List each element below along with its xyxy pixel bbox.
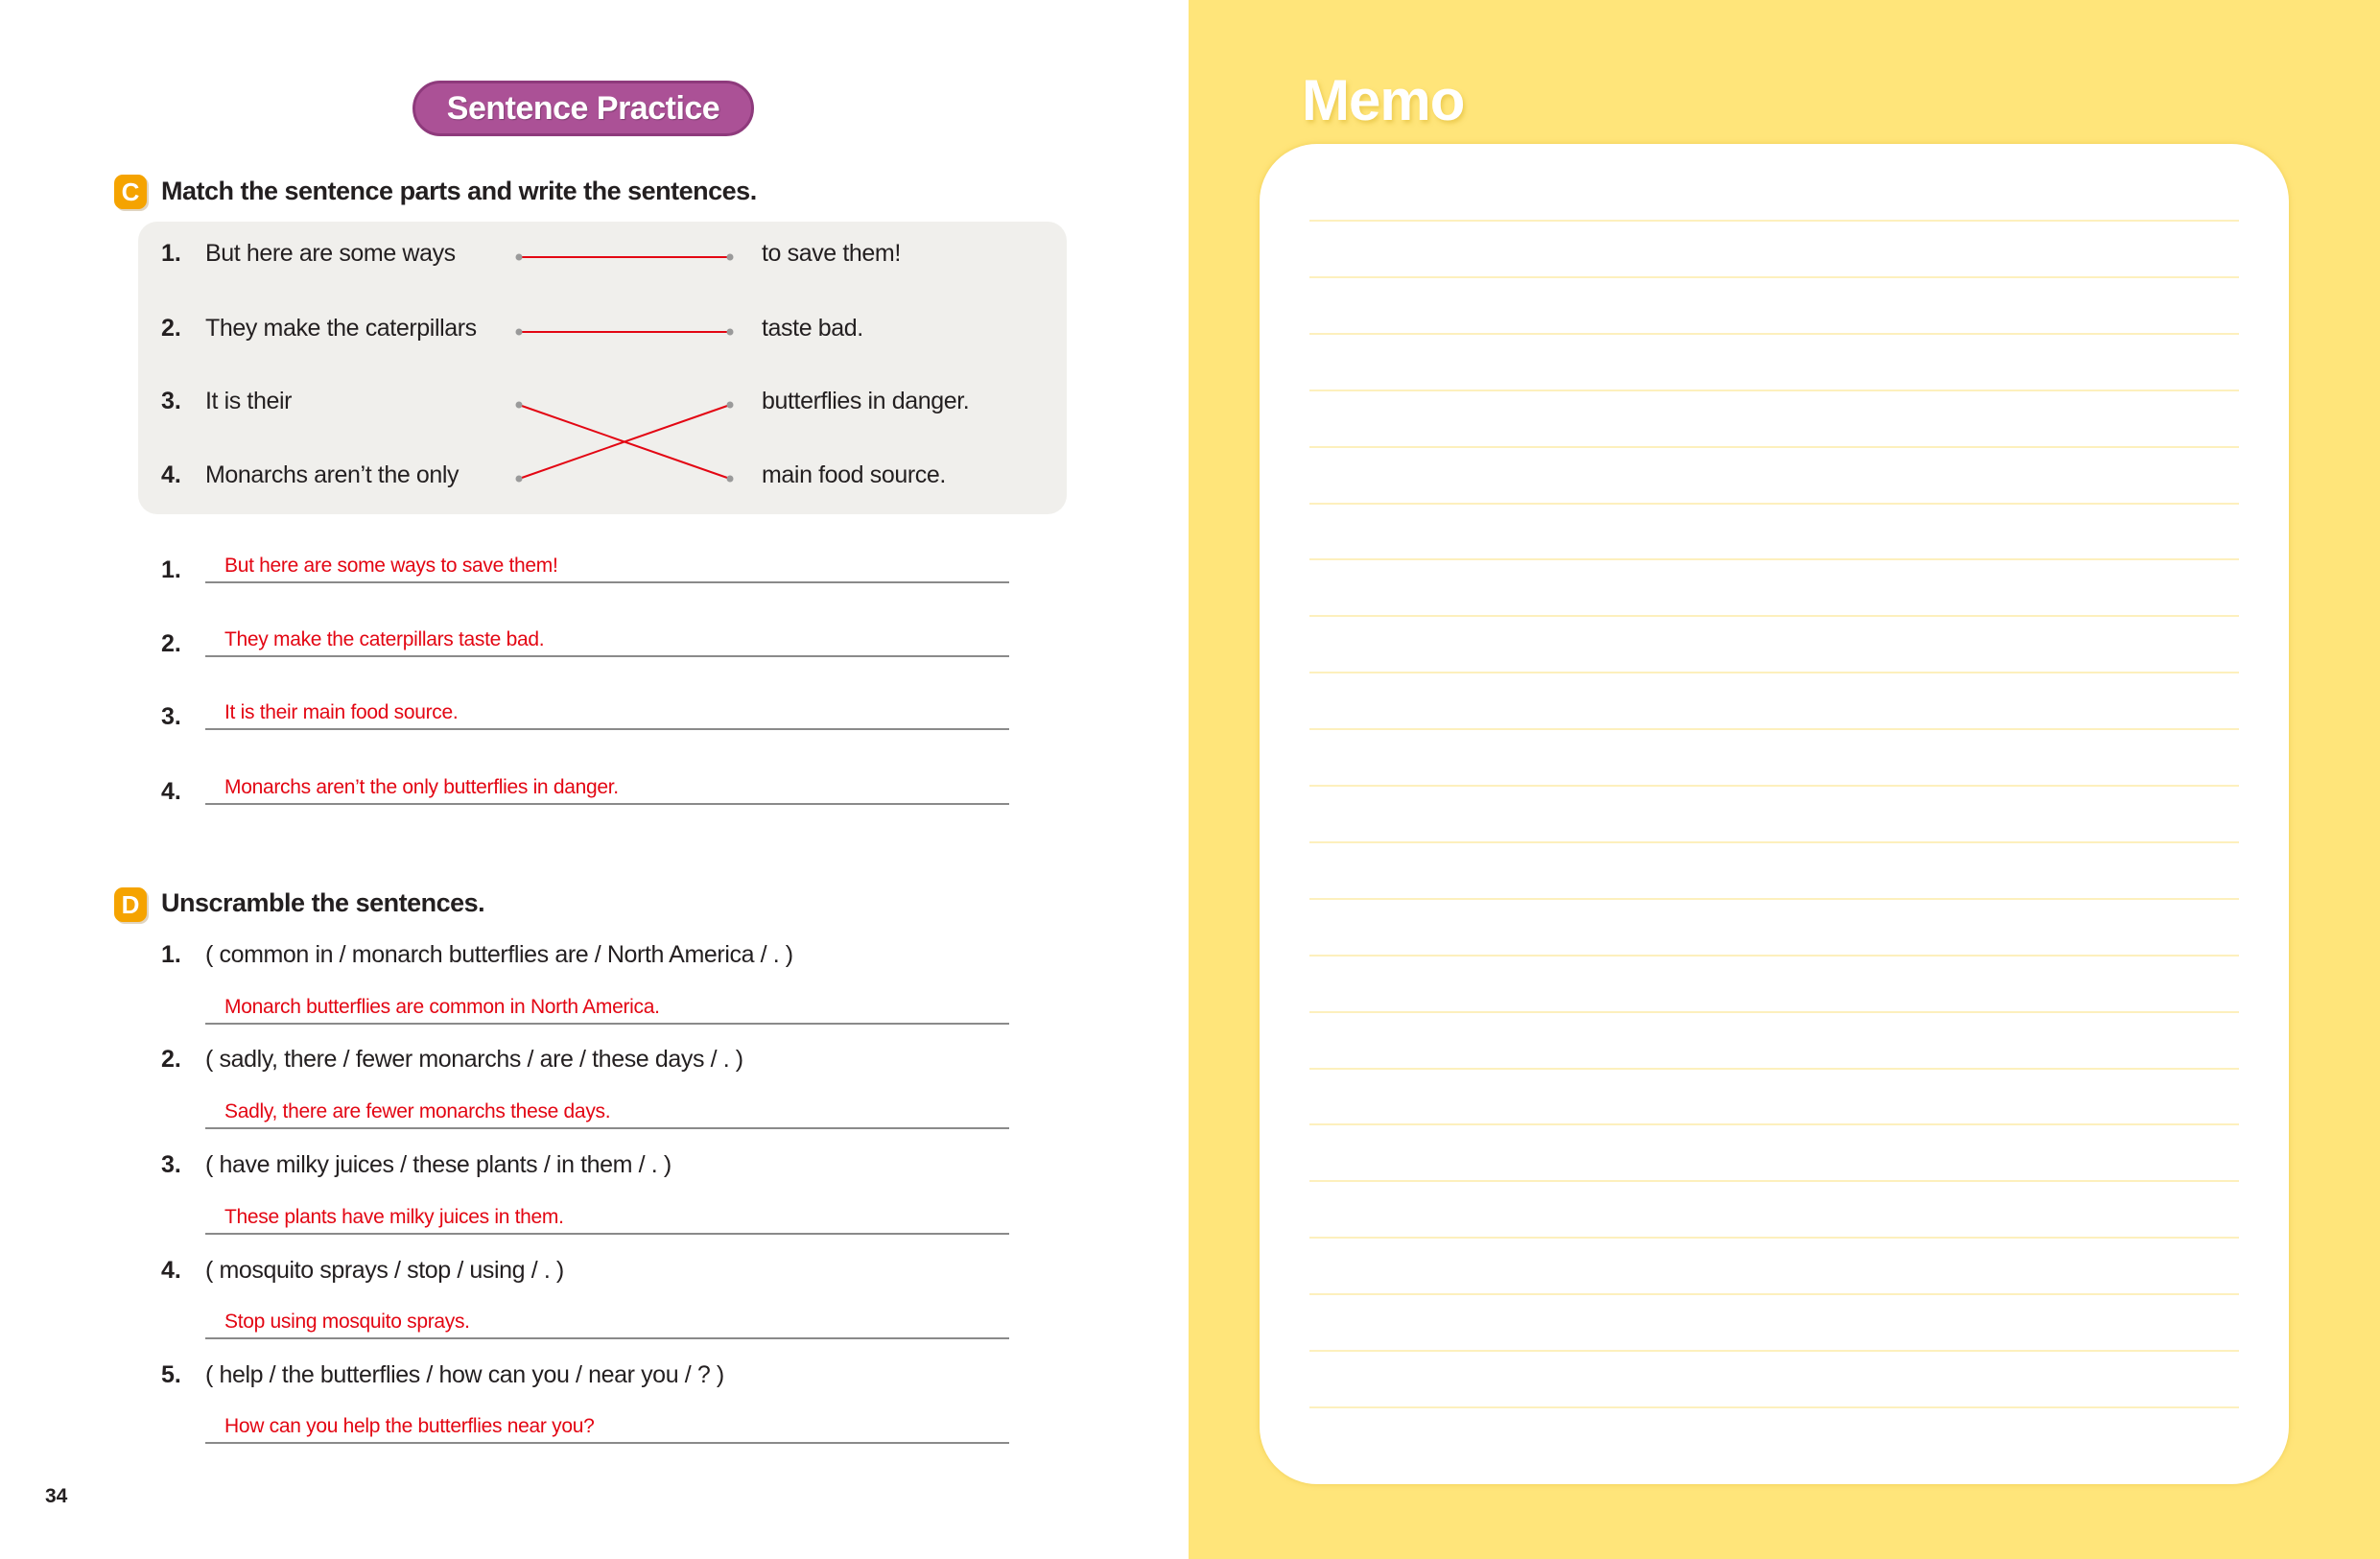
match-right-part: taste bad. xyxy=(762,315,863,342)
memo-line xyxy=(1309,785,2239,787)
memo-writing-area[interactable] xyxy=(1260,144,2289,1484)
answer-text[interactable]: Monarchs aren’t the only butterflies in danger. xyxy=(224,776,619,798)
memo-line xyxy=(1309,276,2239,278)
match-dot[interactable] xyxy=(727,476,734,483)
answer-number: 1. xyxy=(161,556,181,583)
match-right-part: to save them! xyxy=(762,240,901,267)
match-left-number: 1. xyxy=(161,240,181,267)
answer-line[interactable] xyxy=(205,1442,1009,1444)
match-right-part: butterflies in danger. xyxy=(762,388,970,414)
match-dot[interactable] xyxy=(727,329,734,336)
memo-line xyxy=(1309,1180,2239,1182)
unscramble-prompt: ( help / the butterflies / how can you / near you / ? ) xyxy=(205,1361,724,1388)
answer-line[interactable] xyxy=(205,581,1009,583)
memo-line xyxy=(1309,1011,2239,1013)
unscramble-answer[interactable]: Stop using mosquito sprays. xyxy=(224,1311,470,1333)
memo-line xyxy=(1309,1123,2239,1125)
answer-line[interactable] xyxy=(205,655,1009,657)
answer-text[interactable]: But here are some ways to save them! xyxy=(224,555,558,577)
match-left-part: It is their xyxy=(205,388,293,414)
answer-line[interactable] xyxy=(205,1127,1009,1129)
memo-line xyxy=(1309,955,2239,957)
unscramble-prompt: ( sadly, there / fewer monarchs / are / these days / . ) xyxy=(205,1046,743,1073)
match-dot[interactable] xyxy=(516,476,523,483)
unscramble-number: 3. xyxy=(161,1151,181,1178)
match-dot[interactable] xyxy=(516,329,523,336)
answer-number: 4. xyxy=(161,778,181,805)
memo-line xyxy=(1309,1068,2239,1070)
unscramble-answer[interactable]: These plants have milky juices in them. xyxy=(224,1206,564,1228)
answer-text[interactable]: It is their main food source. xyxy=(224,701,459,723)
memo-line xyxy=(1309,1350,2239,1352)
answer-line[interactable] xyxy=(205,728,1009,730)
memo-line xyxy=(1309,220,2239,222)
unscramble-answer[interactable]: Monarch butterflies are common in North America. xyxy=(224,996,660,1018)
unscramble-prompt: ( mosquito sprays / stop / using / . ) xyxy=(205,1257,564,1284)
memo-line xyxy=(1309,446,2239,448)
matching-lines xyxy=(0,0,1190,576)
answer-line[interactable] xyxy=(205,803,1009,805)
memo-line xyxy=(1309,558,2239,560)
unscramble-number: 1. xyxy=(161,941,181,968)
unscramble-number: 2. xyxy=(161,1046,181,1073)
section-c-badge: C xyxy=(114,175,147,209)
memo-line xyxy=(1309,672,2239,673)
answer-number: 3. xyxy=(161,703,181,730)
memo-line xyxy=(1309,333,2239,335)
match-right-part: main food source. xyxy=(762,461,946,488)
section-d-heading: Unscramble the sentences. xyxy=(161,888,485,917)
section-c-heading: Match the sentence parts and write the sentences. xyxy=(161,177,757,205)
match-left-number: 2. xyxy=(161,315,181,342)
match-dot[interactable] xyxy=(727,254,734,261)
unscramble-answer[interactable]: Sadly, there are fewer monarchs these days. xyxy=(224,1100,611,1122)
memo-line xyxy=(1309,1293,2239,1295)
match-left-number: 4. xyxy=(161,461,181,488)
unscramble-number: 4. xyxy=(161,1257,181,1284)
unscramble-prompt: ( have milky juices / these plants / in them / . ) xyxy=(205,1151,672,1178)
match-left-number: 3. xyxy=(161,388,181,414)
memo-line xyxy=(1309,390,2239,391)
answer-line[interactable] xyxy=(205,1337,1009,1339)
match-dot[interactable] xyxy=(516,402,523,409)
unscramble-number: 5. xyxy=(161,1361,181,1388)
match-left-part: They make the caterpillars xyxy=(205,315,477,342)
page-title: Sentence Practice xyxy=(446,89,720,127)
answer-line[interactable] xyxy=(205,1023,1009,1025)
memo-line xyxy=(1309,615,2239,617)
memo-line xyxy=(1309,1406,2239,1408)
memo-line xyxy=(1309,841,2239,843)
answer-number: 2. xyxy=(161,630,181,657)
unscramble-prompt: ( common in / monarch butterflies are / North America / . ) xyxy=(205,941,793,968)
unscramble-answer[interactable]: How can you help the butterflies near you? xyxy=(224,1415,595,1437)
memo-line xyxy=(1309,503,2239,505)
match-dot[interactable] xyxy=(727,402,734,409)
memo-line xyxy=(1309,1237,2239,1239)
match-left-part: But here are some ways xyxy=(205,240,456,267)
memo-line xyxy=(1309,898,2239,900)
match-left-part: Monarchs aren’t the only xyxy=(205,461,460,488)
answer-line[interactable] xyxy=(205,1233,1009,1235)
memo-line xyxy=(1309,728,2239,730)
section-d-badge: D xyxy=(114,887,147,922)
answer-text[interactable]: They make the caterpillars taste bad. xyxy=(224,628,545,650)
match-dot[interactable] xyxy=(516,254,523,261)
memo-title: Memo xyxy=(1302,68,1465,132)
page-number: 34 xyxy=(45,1485,68,1507)
